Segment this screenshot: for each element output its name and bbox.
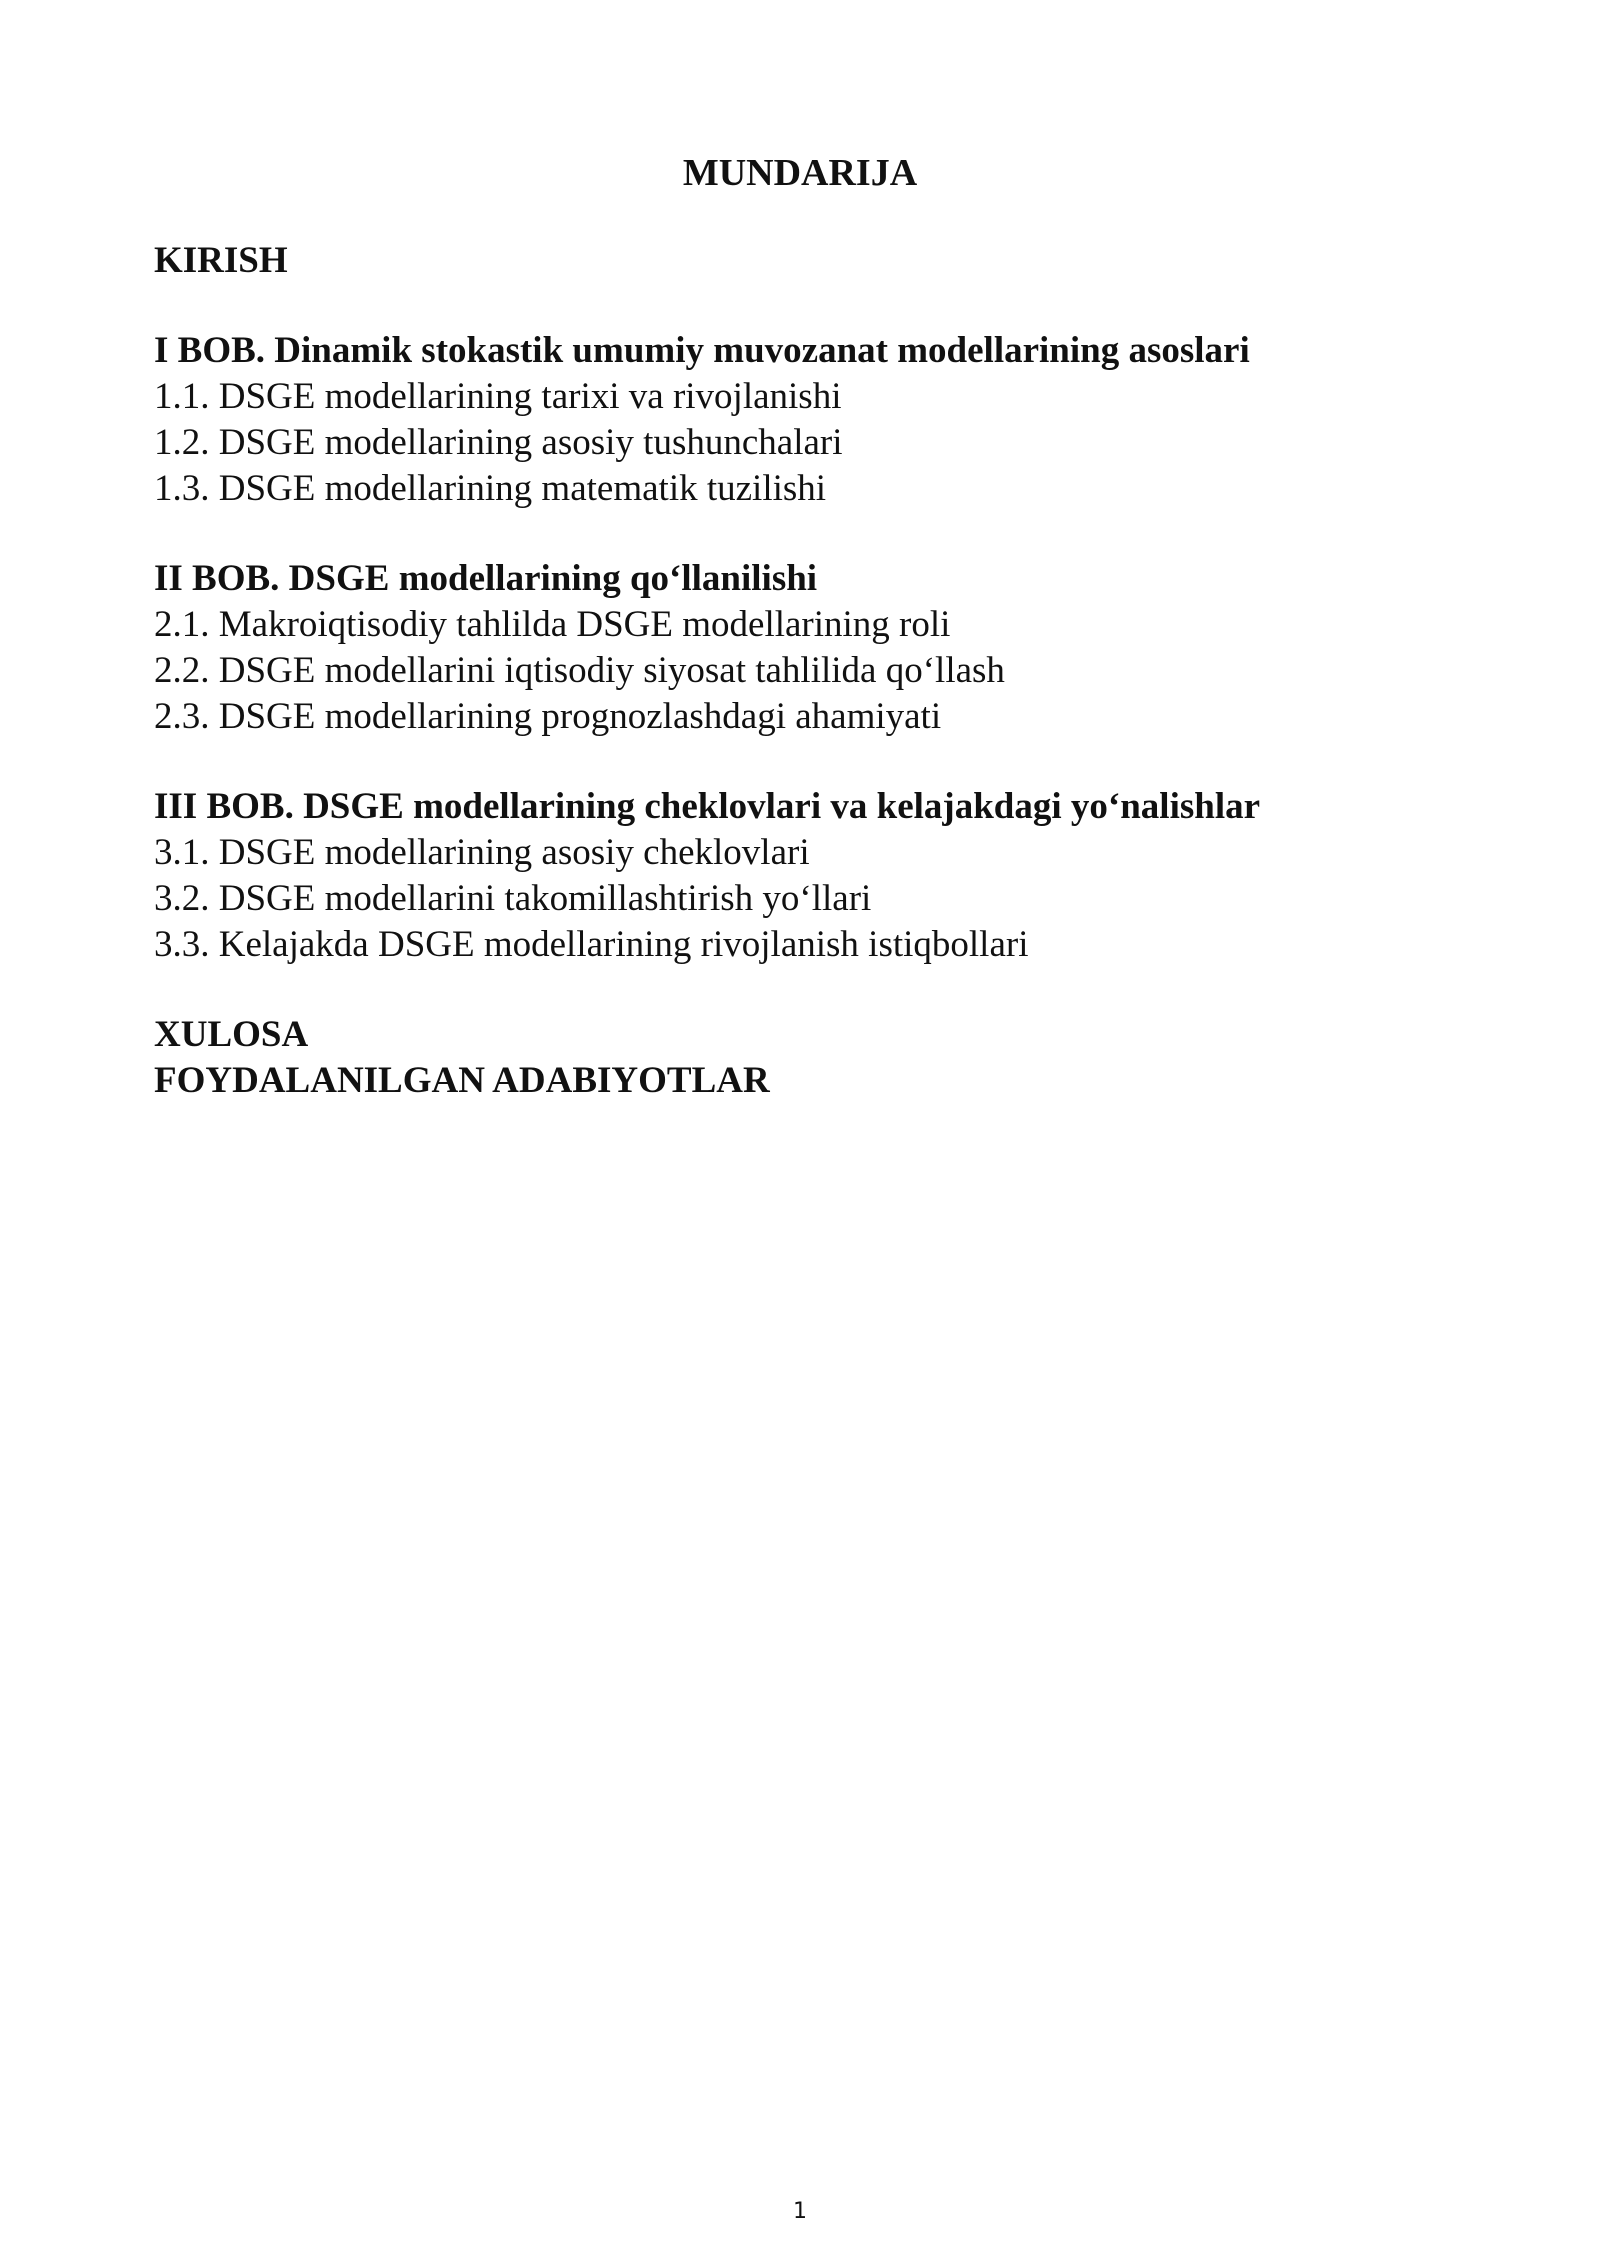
section-2-1: 2.1. Makroiqtisodiy tahlilda DSGE modellarining roli (154, 604, 951, 645)
chapter-1-heading: I BOB. Dinamik stokastik umumiy muvozanat modellarining asoslari (154, 330, 1250, 371)
section-2-3: 2.3. DSGE modellarining prognozlashdagi ahamiyati (154, 696, 942, 737)
section-1-3: 1.3. DSGE modellarining matematik tuzilishi (154, 468, 827, 509)
section-3-3: 3.3. Kelajakda DSGE modellarining rivojlanish istiqbollari (154, 924, 1029, 965)
page-number: 1 (793, 2199, 807, 2224)
section-1-1: 1.1. DSGE modellarining tarixi va rivojlanishi (154, 376, 842, 417)
chapter-2-heading: II BOB. DSGE modellarining qo‘llanilishi (154, 558, 818, 599)
section-3-1: 3.1. DSGE modellarining asosiy cheklovlari (154, 832, 810, 873)
section-2-2: 2.2. DSGE modellarini iqtisodiy siyosat tahlilida qo‘llash (154, 650, 1005, 691)
section-3-2: 3.2. DSGE modellarini takomillashtirish yo‘llari (154, 878, 872, 919)
toc-intro: KIRISH (154, 240, 288, 281)
toc-conclusion: XULOSA (154, 1014, 309, 1055)
section-1-2: 1.2. DSGE modellarining asosiy tushunchalari (154, 422, 843, 463)
page-title: MUNDARIJA (682, 152, 918, 194)
toc-references: FOYDALANILGAN ADABIYOTLAR (154, 1060, 770, 1101)
chapter-3-heading: III BOB. DSGE modellarining cheklovlari va kelajakdagi yo‘nalishlar (154, 786, 1261, 827)
table-of-contents (154, 238, 1454, 1104)
